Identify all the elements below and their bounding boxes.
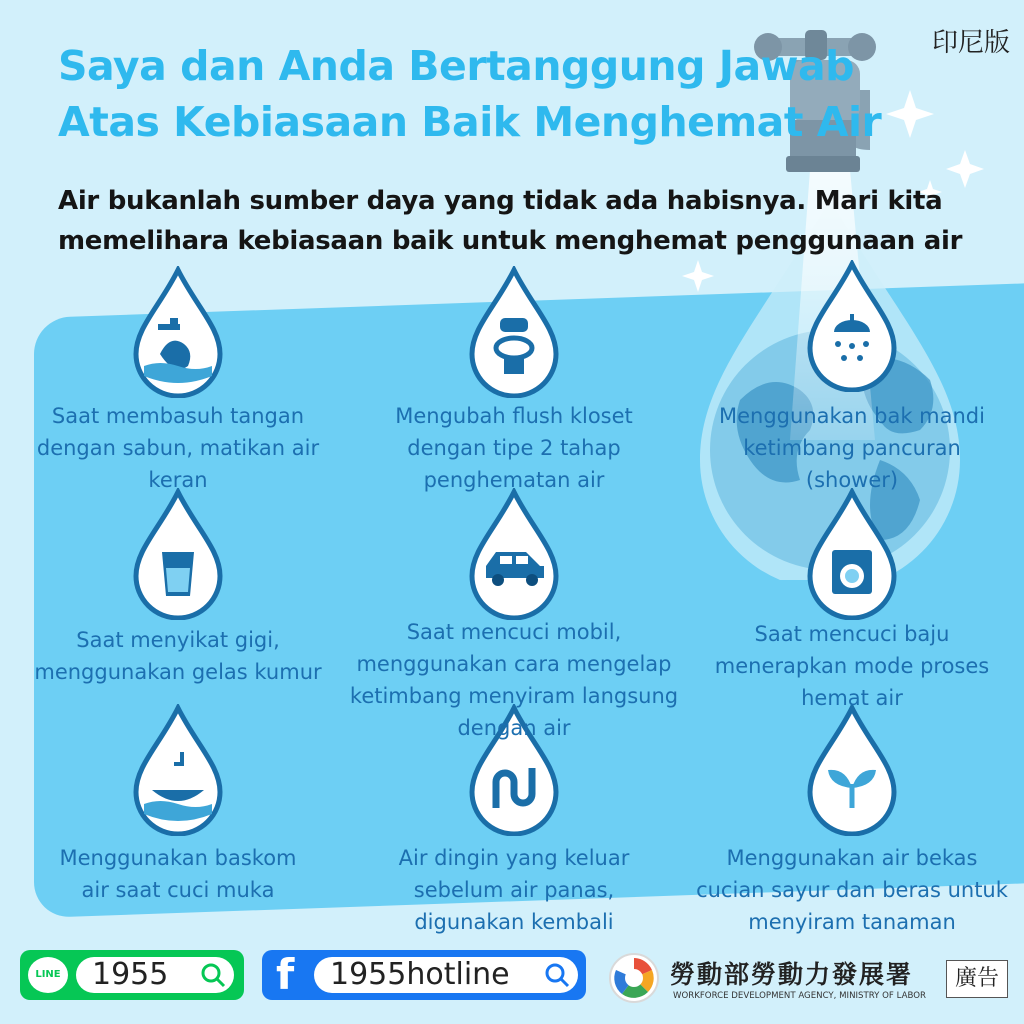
sprout-icon bbox=[804, 704, 900, 836]
line-logo-icon: LINE bbox=[28, 957, 68, 993]
facebook-handle-field: 1955hotline bbox=[314, 957, 578, 993]
language-label: 印尼版 bbox=[931, 28, 1010, 58]
tip-caption-shower: Menggunakan bak mandi ketimbang pancuran (shower) bbox=[719, 404, 985, 492]
search-icon bbox=[200, 962, 226, 988]
subheading-line-2: memelihara kebiasaan baik untuk menghemat penggunaan air bbox=[58, 226, 963, 256]
washing-machine-icon bbox=[804, 488, 900, 620]
agency-logo-icon bbox=[608, 952, 660, 1004]
tip-caption-car: Saat mencuci mobil, menggunakan cara mengelap ketimbang menyiram langsung dengan air bbox=[349, 620, 679, 740]
shower-icon bbox=[804, 260, 900, 392]
hand-wash-icon bbox=[130, 266, 226, 398]
search-icon bbox=[544, 962, 570, 988]
tip-caption-pipe: Air dingin yang keluar sebelum air panas, digunakan kembali bbox=[398, 846, 630, 934]
headline-line-2: Atas Kebiasaan Baik Menghemat Air bbox=[58, 98, 882, 146]
tip-caption-basin: Menggunakan baskom air saat cuci muka bbox=[59, 846, 297, 902]
tip-caption-toilet: Mengubah flush kloset dengan tipe 2 tahap penghematan air bbox=[395, 404, 633, 492]
cup-icon bbox=[130, 488, 226, 620]
line-hotline-box[interactable] bbox=[20, 950, 244, 1000]
toilet-icon bbox=[466, 266, 562, 398]
tip-caption-washing-machine: Saat mencuci baju menerapkan mode proses hemat air bbox=[714, 622, 990, 710]
facebook-logo-icon: f bbox=[276, 950, 295, 999]
basin-icon bbox=[130, 704, 226, 836]
headline-line-1: Saya dan Anda Bertanggung Jawab bbox=[58, 42, 855, 90]
agency-name-en: WORKFORCE DEVELOPMENT AGENCY, MINISTRY OF LABOR bbox=[673, 991, 926, 1001]
tip-caption-sprout: Menggunakan air bekas cucian sayur dan beras untuk menyiram tanaman bbox=[696, 846, 1008, 934]
agency-name-zh: 勞動部勞動力發展署 bbox=[670, 960, 914, 989]
subheading-line-1: Air bukanlah sumber daya yang tidak ada habisnya. Mari kita bbox=[58, 186, 943, 216]
tip-caption-hand-wash: Saat membasuh tangan dengan sabun, matikan air keran bbox=[36, 404, 320, 492]
car-icon bbox=[466, 488, 562, 620]
tip-caption-cup: Saat menyikat gigi, menggunakan gelas kumur bbox=[34, 628, 322, 684]
line-number-field: 1955 bbox=[76, 957, 234, 993]
facebook-hotline-box[interactable] bbox=[262, 950, 586, 1000]
ad-badge: 廣告 bbox=[946, 960, 1008, 998]
